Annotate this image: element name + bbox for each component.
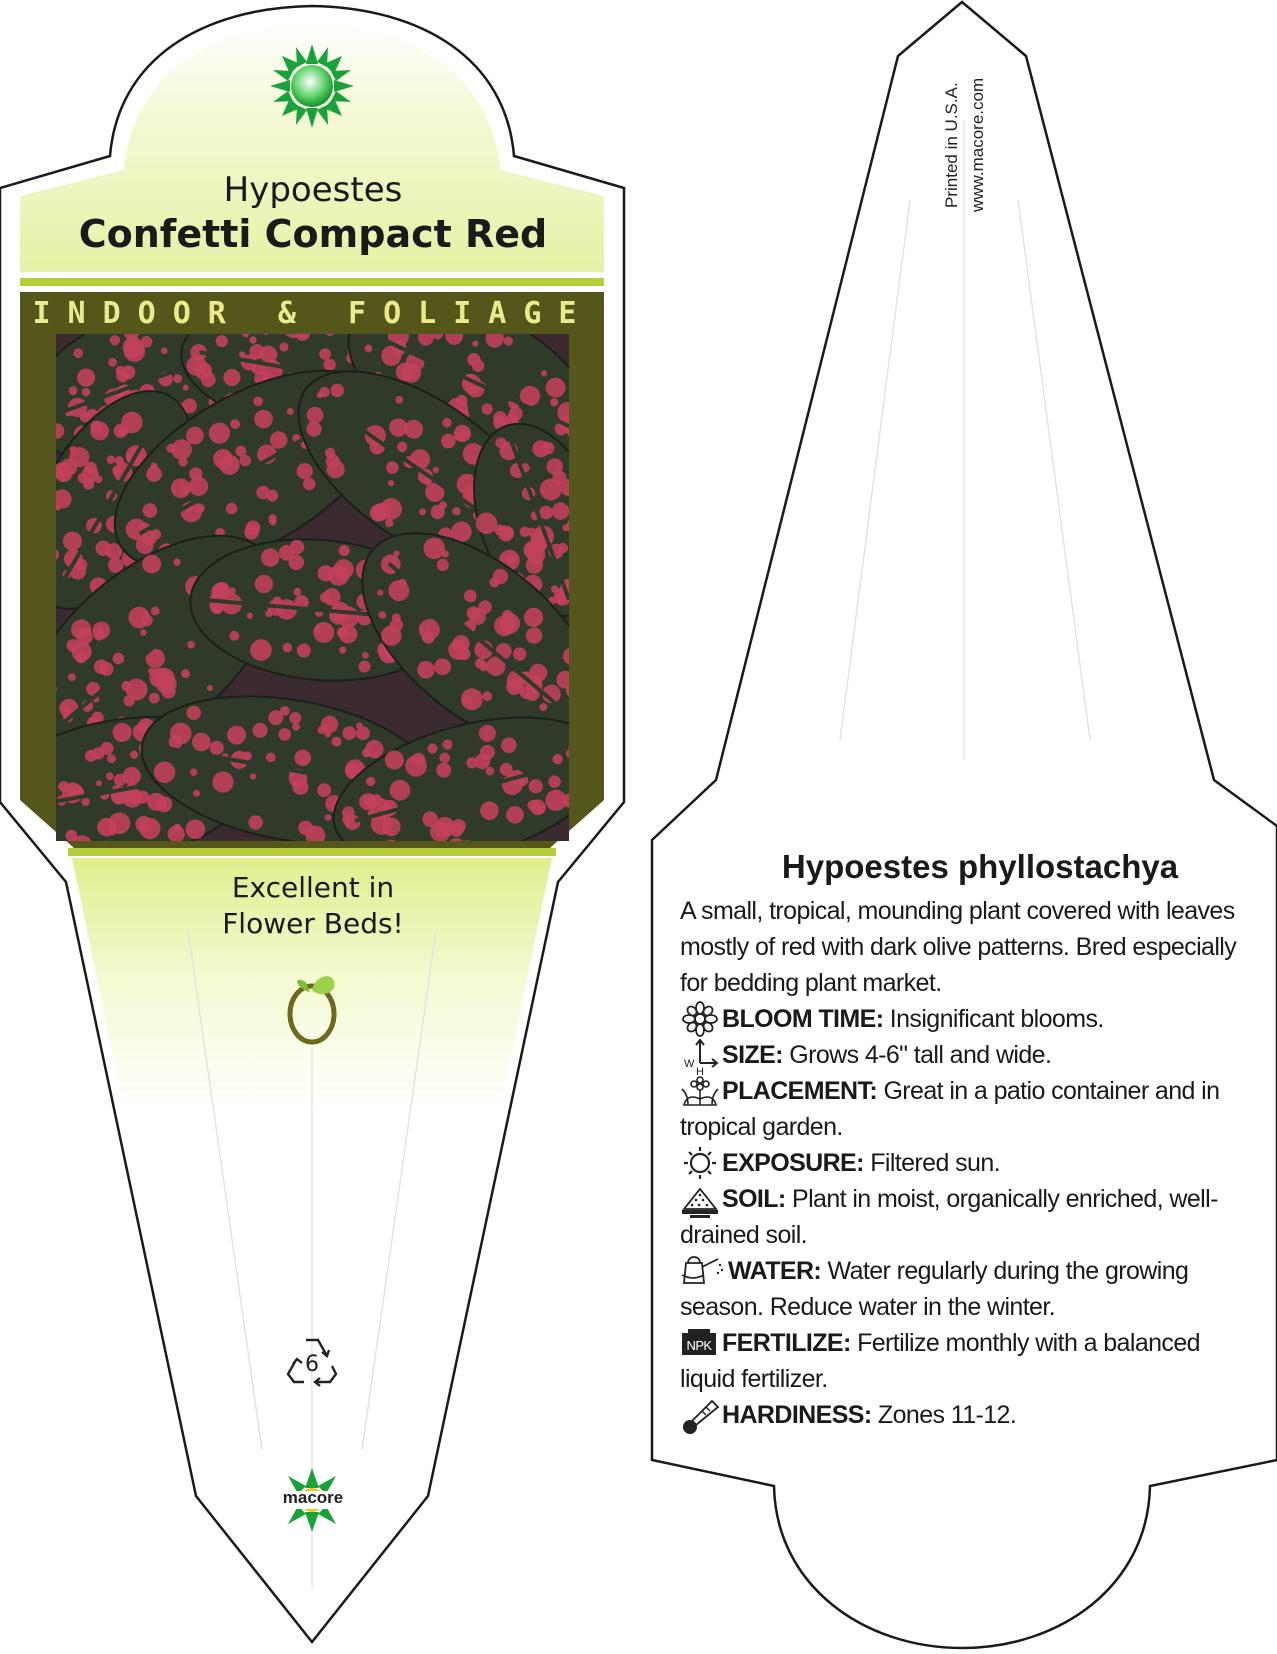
care-row-fertilize [680, 1325, 1240, 1397]
website-label: www.macore.com [968, 77, 987, 212]
sun-icon [680, 1149, 722, 1177]
care-row-size [680, 1037, 1240, 1073]
slogan-line-2: Flower Beds! [222, 907, 404, 940]
care-row-water [680, 1253, 1240, 1325]
care-label-exposure: EXPOSURE: [722, 1149, 864, 1177]
care-row-soil [680, 1181, 1240, 1253]
care-label-bloom: BLOOM TIME: [722, 1005, 884, 1033]
care-label-fertilize: FERTILIZE: [722, 1329, 851, 1357]
care-label-hardiness: HARDINESS: [722, 1401, 872, 1429]
care-label-soil: SOIL: [722, 1185, 786, 1213]
care-info [680, 893, 1240, 1433]
npk-text: NPK [686, 1338, 712, 1353]
care-text-hardiness: Zones 11-12. [871, 1401, 1017, 1429]
flower-icon [680, 1005, 722, 1033]
care-label-water: WATER: [728, 1257, 822, 1285]
care-text-exposure: Filtered sun. [863, 1149, 1000, 1177]
care-text-size: Grows 4-6" tall and wide. [782, 1041, 1052, 1069]
plant-description: A small, tropical, mounding plant covered with leaves mostly of red with dark olive patterns. Bred especially for bedding plant market. [680, 897, 1237, 997]
printed-in-label: Printed in U.S.A. [942, 82, 961, 208]
care-text-bloom: Insignificant blooms. [883, 1005, 1104, 1033]
npk-icon [680, 1329, 722, 1357]
front-variety-name: Confetti Compact Red [78, 212, 548, 256]
care-text-soil: Plant in moist, organically enriched, well-drained soil. [680, 1185, 1218, 1249]
soil-icon [680, 1185, 722, 1213]
care-label-placement: PLACEMENT: [722, 1077, 878, 1105]
plant-photo [0, 262, 635, 889]
recycle-number: 6 [305, 1352, 319, 1377]
slogan-line-1: Excellent in [231, 871, 395, 904]
care-row-bloom [680, 1001, 1240, 1037]
care-text-water: Water regularly during the growing season. Reduce water in the winter. [680, 1257, 1189, 1321]
svg-text:W: W [684, 1058, 694, 1070]
botanical-name: Hypoestes phyllostachya [781, 848, 1179, 885]
svg-text:H: H [696, 1066, 704, 1075]
watering-can-icon [680, 1257, 728, 1285]
care-row-exposure [680, 1145, 1240, 1181]
care-row-placement [680, 1073, 1240, 1145]
sunburst-logo [270, 44, 354, 128]
category-label: INDOOR & FOLIAGE [32, 296, 594, 331]
size-arrows-icon [680, 1041, 722, 1075]
plants-icon [680, 1077, 722, 1105]
slogan [120, 870, 506, 942]
care-text-fertilize: Fertilize monthly with a balanced liquid fertilizer. [680, 1329, 1200, 1393]
front-genus-name: Hypoestes [223, 170, 403, 210]
brand-name: macore [282, 1488, 344, 1507]
thermometer-icon [680, 1401, 722, 1429]
care-label-size: SIZE: [722, 1041, 783, 1069]
care-text-placement: Great in a patio container and in tropical garden. [680, 1077, 1220, 1141]
care-row-hardiness [680, 1397, 1240, 1433]
